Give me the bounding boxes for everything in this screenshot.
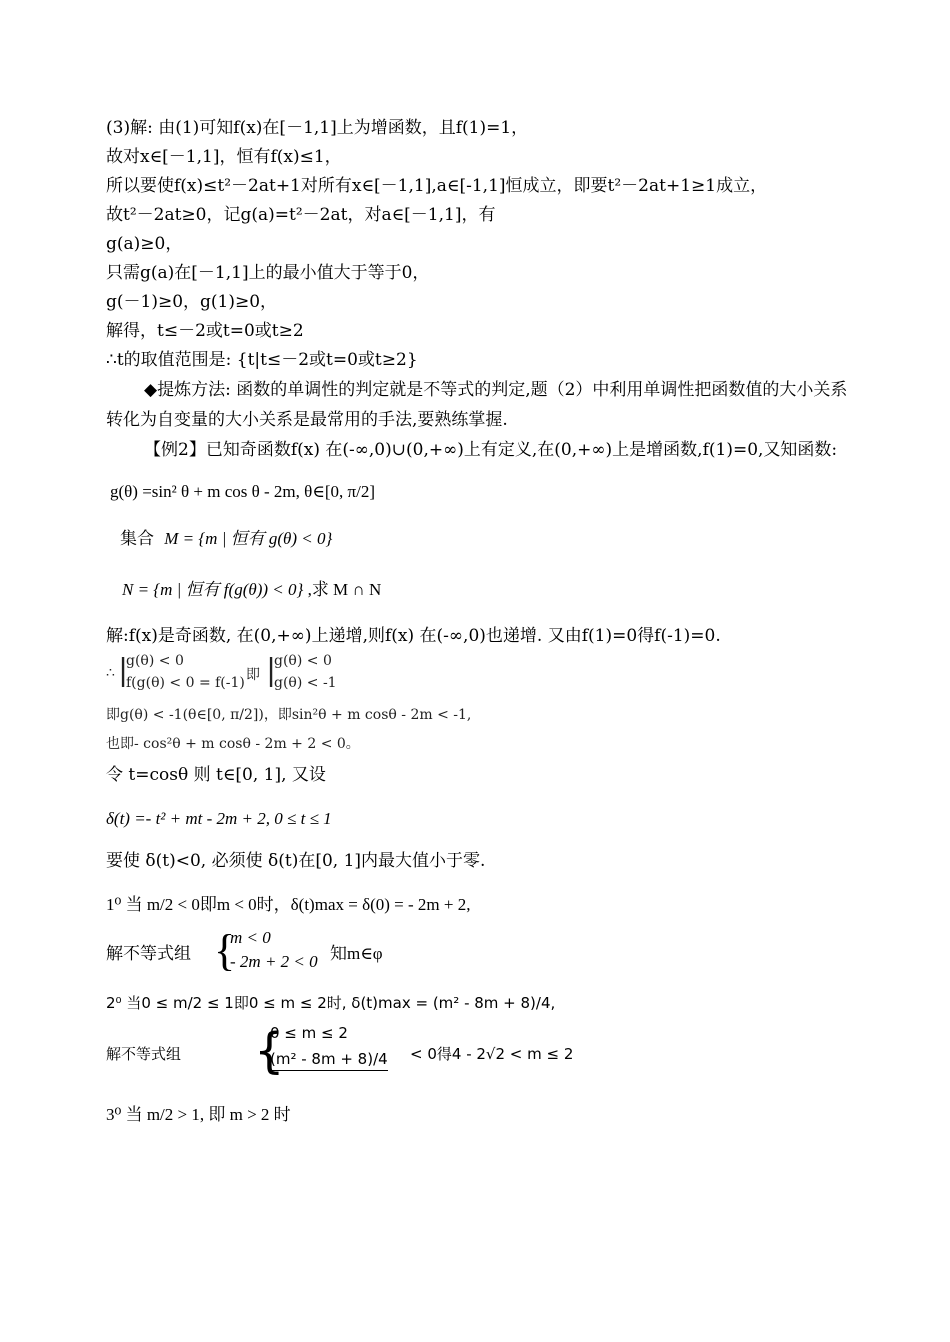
system-1-row-b: f(g(θ) < 0 = f(-1)	[126, 675, 245, 691]
system-1-row-a: g(θ) < 0	[126, 653, 184, 669]
solution3-line1: (3)解: 由(1)可知f(x)在[－1,1]上为增函数，且f(1)=1，	[106, 118, 529, 138]
case1-brace: {	[214, 926, 236, 975]
system-2-row-b: g(θ) < -1	[274, 675, 337, 691]
case1-result: 知m∈φ	[330, 944, 383, 963]
delta-definition: δ(t) =- t² + mt - 2m + 2, 0 ≤ t ≤ 1	[106, 809, 332, 828]
solution3-line4: 故t²－2at≥0，记g(a)=t²－2at，对a∈[－1,1]，有	[106, 205, 496, 225]
solution3-line9: ∴t的取值范围是: {t|t≤－2或t=0或t≥2}	[106, 350, 418, 370]
brace-2: |	[266, 653, 277, 688]
solution-line5: 令 t=cosθ 则 t∈[0, 1], 又设	[106, 765, 326, 785]
case2-line: 2⁰ 当0 ≤ m/2 ≤ 1即0 ≤ m ≤ 2时, δ(t)max = (m² - 8m + 8)/4,	[106, 994, 556, 1012]
set-m-label: 集合	[120, 529, 154, 548]
set-m-formula: M = {m | 恒有 g(θ) < 0}	[164, 529, 333, 548]
solution-line4: 也即- cos²θ + m cosθ - 2m + 2 < 0。	[106, 736, 360, 752]
solution-line1: 解:f(x)是奇函数, 在(0,+∞)上递增,则f(x) 在(-∞,0)也递增. 又由f(1)=0得f(-1)=0.	[106, 626, 721, 646]
solution3-line8: 解得，t≤－2或t=0或t≥2	[106, 321, 304, 341]
solution3-line2: 故对x∈[－1,1]，恒有f(x)≤1，	[106, 147, 342, 167]
solution3-line5: g(a)≥0，	[106, 234, 183, 254]
system-1: ∴ | g(θ) < 0 f(g(θ) < 0 = f(-1) 即 | g(θ) < 0 g(θ) < -1	[106, 653, 337, 691]
system-2-row-a: g(θ) < 0	[274, 653, 332, 669]
case1-row-b: - 2m + 2 < 0	[230, 952, 318, 971]
case2-system	[106, 1022, 860, 1084]
case1-line: 1⁰ 当 m/2 < 0即m < 0时，δ(t)max = δ(0) = - 2m + 2,	[106, 895, 471, 914]
case2-result: < 0得4 - 2√2 < m ≤ 2	[410, 1045, 574, 1063]
case1-label: 解不等式组	[106, 944, 191, 963]
solution3-line3: 所以要使f(x)≤t²－2at+1对所有x∈[－1,1],a∈[-1,1]恒成立，即要t²－2at+1≥1成立，	[106, 176, 768, 196]
solution3-line7: g(－1)≥0，g(1)≥0，	[106, 292, 278, 312]
ask-text: ,求 M ∩ N	[307, 580, 382, 599]
set-m-row	[120, 524, 860, 553]
case3-line: 3⁰ 当 m/2 > 1, 即 m > 2 时	[106, 1105, 291, 1124]
method-paragraph: ◆提炼方法: 函数的单调性的判定就是不等式的判定,题（2）中利用单调性把函数值的大小关系转化为自变量的大小关系是最常用的手法,要熟练掌握.	[106, 380, 848, 430]
case2-row-a: 0 ≤ m ≤ 2	[270, 1024, 348, 1042]
system-1-connector: 即	[246, 667, 260, 683]
case2-brace: {	[254, 1023, 285, 1079]
set-n-row	[122, 575, 860, 604]
solution-line7: 要使 δ(t)<0, 必须使 δ(t)在[0, 1]内最大值小于零.	[106, 851, 486, 871]
case1-row-a: m < 0	[230, 928, 271, 947]
case2-label: 解不等式组	[106, 1045, 182, 1063]
example2-statement: 【例2】已知奇函数f(x) 在(-∞,0)∪(0,+∞)上有定义,在(0,+∞)上是增函数,f(1)=0,又知函数:	[144, 440, 838, 460]
case1-system	[106, 925, 860, 981]
solution-line3: 即g(θ) < -1(θ∈[0, π/2])，即sin²θ + m cosθ - 2m < -1,	[106, 707, 472, 723]
g-definition: g(θ) =sin² θ + m cos θ - 2m, θ∈[0, π/2]	[110, 482, 375, 501]
set-n-formula: N = {m | 恒有 f(g(θ)) < 0}	[122, 580, 304, 599]
case2-row-b: (m² - 8m + 8)/4	[270, 1048, 388, 1071]
solution3-line6: 只需g(a)在[－1,1]上的最小值大于等于0，	[106, 263, 430, 283]
brace-1: |	[118, 653, 129, 688]
